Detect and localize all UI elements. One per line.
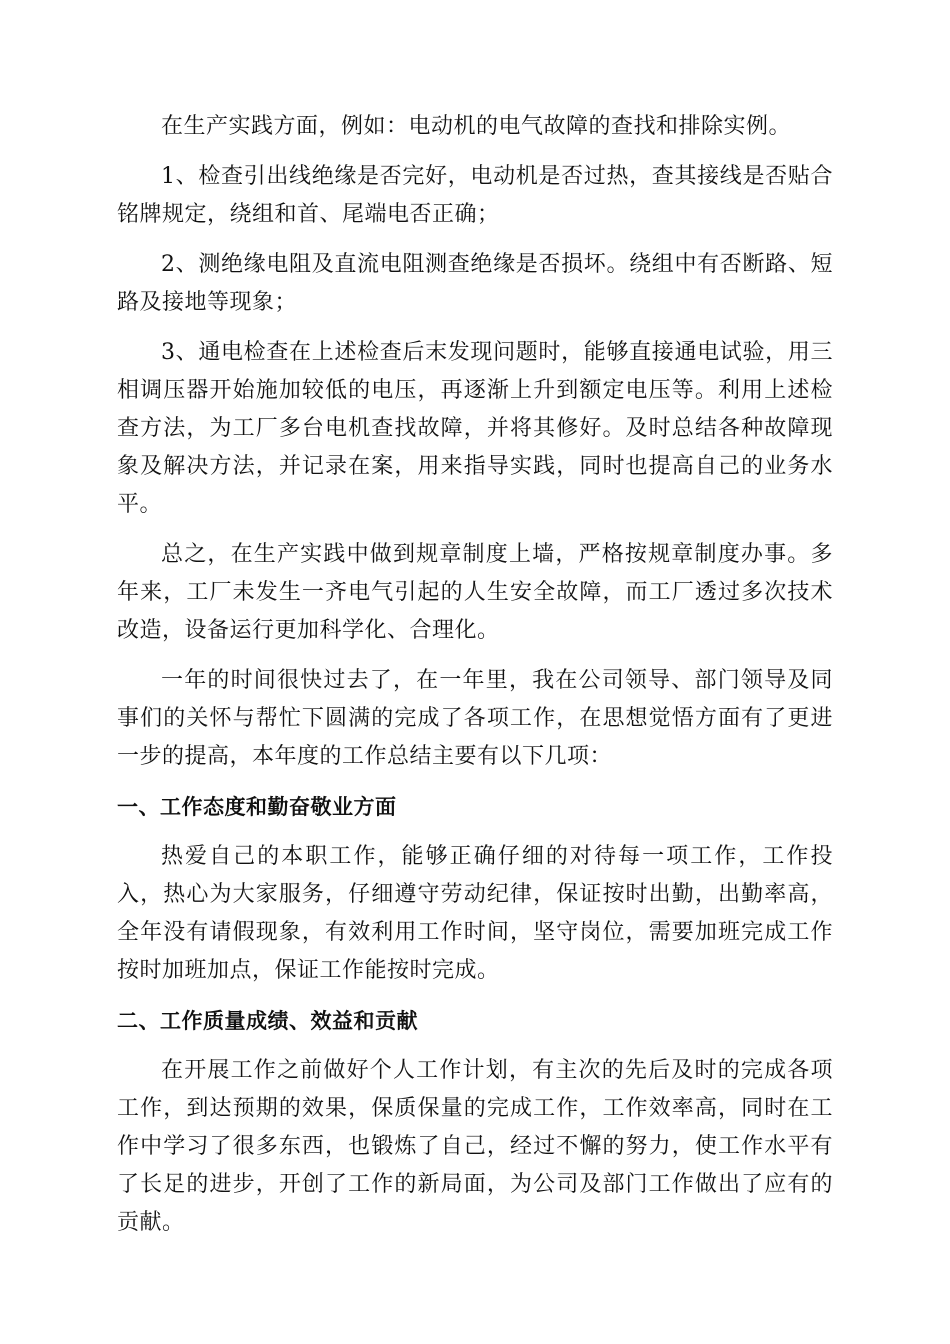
paragraph-step-1: 1、检查引出线绝缘是否完好，电动机是否过热，查其接线是否贴合铭牌规定，绕组和首、尾端电否正确；	[117, 164, 833, 227]
paragraph-step-3: 3、通电检查在上述检查后末发现问题时，能够直接通电试验，用三相调压器开始施加较低的电压，再逐渐上升到额定电压等。利用上述检查方法，为工厂多台电机查找故障，并将其修好。及时总结各种故障现象及解决方法，并记录在案，用来指导实践，同时也提高自己的业务水平。	[117, 340, 833, 517]
paragraph-quality: 在开展工作之前做好个人工作计划，有主次的先后及时的完成各项工作，到达预期的效果，保质保量的完成工作，工作效率高，同时在工作中学习了很多东西，也锻炼了自己，经过不懈的努力，使工作水平有了长足的进步，开创了工作的新局面，为公司及部门工作做出了应有的贡献。	[117, 1058, 833, 1235]
paragraph-attitude: 热爱自己的本职工作，能够正确仔细的对待每一项工作，工作投入，热心为大家服务，仔细遵守劳动纪律，保证按时出勤，出勤率高，全年没有请假现象，有效利用工作时间，坚守岗位，需要加班完成工作按时加班加点，保证工作能按时完成。	[117, 844, 833, 983]
paragraph-step-2: 2、测绝缘电阻及直流电阻测查绝缘是否损坏。绕组中有否断路、短路及接地等现象；	[117, 252, 833, 315]
section-heading-attitude: 一、工作态度和勤奋敬业方面	[117, 795, 397, 819]
paragraph-production-practice: 在生产实践方面，例如：电动机的电气故障的查找和排除实例。	[161, 114, 792, 139]
paragraph-summary: 总之，在生产实践中做到规章制度上墙，严格按规章制度办事。多年来，工厂未发生一齐电气引起的人生安全故障，而工厂透过多次技术改造，设备运行更加科学化、合理化。	[117, 542, 833, 643]
section-heading-quality: 二、工作质量成绩、效益和贡献	[117, 1009, 418, 1033]
paragraph-year-review: 一年的时间很快过去了，在一年里，我在公司领导、部门领导及同事们的关怀与帮忙下圆满的完成了各项工作，在思想觉悟方面有了更进一步的提高，本年度的工作总结主要有以下几项：	[117, 668, 833, 769]
document-body	[117, 108, 833, 1254]
